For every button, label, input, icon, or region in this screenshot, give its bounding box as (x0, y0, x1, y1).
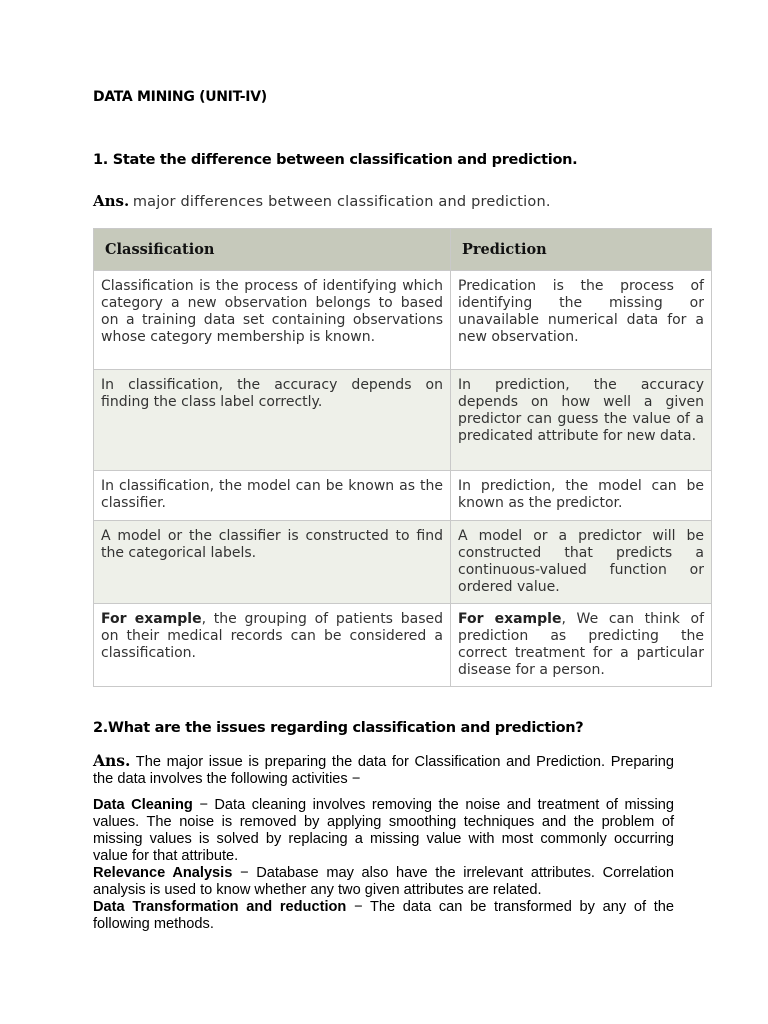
table-cell-classification: In classification, the model can be known as the classifier. (94, 471, 451, 521)
answer-2 (93, 752, 674, 788)
header-prediction: Prediction (451, 229, 712, 271)
table-cell-prediction: In prediction, the model can be known as the predictor. (451, 471, 712, 521)
table-cell-prediction: In prediction, the accuracy depends on how well a given predictor can guess the value of a predicated attribute for new data. (451, 370, 712, 471)
table-row (94, 604, 712, 687)
table-row (94, 521, 712, 604)
header-classification: Classification (94, 229, 451, 271)
activity-description: − The data can be transformed by any of the following methods. (93, 899, 675, 932)
table-header-row (94, 229, 712, 271)
activity-item (93, 797, 674, 865)
question-2-heading: 2.What are the issues regarding classification and prediction? (93, 720, 584, 736)
table-row (94, 471, 712, 521)
answer-2-label: Ans. (93, 751, 131, 770)
activities-list (93, 797, 674, 933)
activity-term: Data Transformation and reduction (93, 899, 347, 915)
table-cell-prediction: For example, We can think of prediction as predicting the correct treatment for a particular disease for a person. (451, 604, 712, 687)
answer-2-text: The major issue is preparing the data for Classification and Prediction. Preparing the data involves the following activities − (93, 754, 674, 787)
table-cell-classification: A model or the classifier is constructed to find the categorical labels. (94, 521, 451, 604)
document-title: DATA MINING (UNIT-IV) (93, 89, 267, 105)
comparison-table (93, 228, 712, 687)
table-cell-prediction: Predication is the process of identifying the missing or unavailable numerical data for a new observation. (451, 271, 712, 370)
table-row (94, 370, 712, 471)
answer-1-text: major differences between classification and prediction. (132, 194, 551, 210)
question-1-heading: 1. State the difference between classification and prediction. (93, 152, 578, 168)
table-cell-classification: Classification is the process of identifying which category a new observation belongs to based on a training data set containing observations whose category membership is known. (94, 271, 451, 370)
activity-item (93, 865, 674, 899)
activity-item (93, 899, 674, 933)
table-row (94, 271, 712, 370)
table-cell-classification: In classification, the accuracy depends on finding the class label correctly. (94, 370, 451, 471)
activity-description: − Database may also have the irrelevant attributes. Correlation analysis is used to know whether any two given attributes are related. (93, 865, 675, 898)
activity-description: − Data cleaning involves removing the noise and treatment of missing values. The noise is removed by applying smoothing techniques and the problem of missing values is solved by replacing a missing value with most commonly occurring value for that attribute. (93, 797, 674, 864)
table-cell-prediction: A model or a predictor will be constructed that predicts a continuous-valued function or ordered value. (451, 521, 712, 604)
table-cell-classification: For example, the grouping of patients based on their medical records can be considered a classification. (94, 604, 451, 687)
activity-term: Data Cleaning (93, 797, 193, 813)
answer-1-label: Ans. (93, 192, 130, 210)
activity-term: Relevance Analysis (93, 865, 233, 881)
answer-1 (93, 192, 551, 211)
